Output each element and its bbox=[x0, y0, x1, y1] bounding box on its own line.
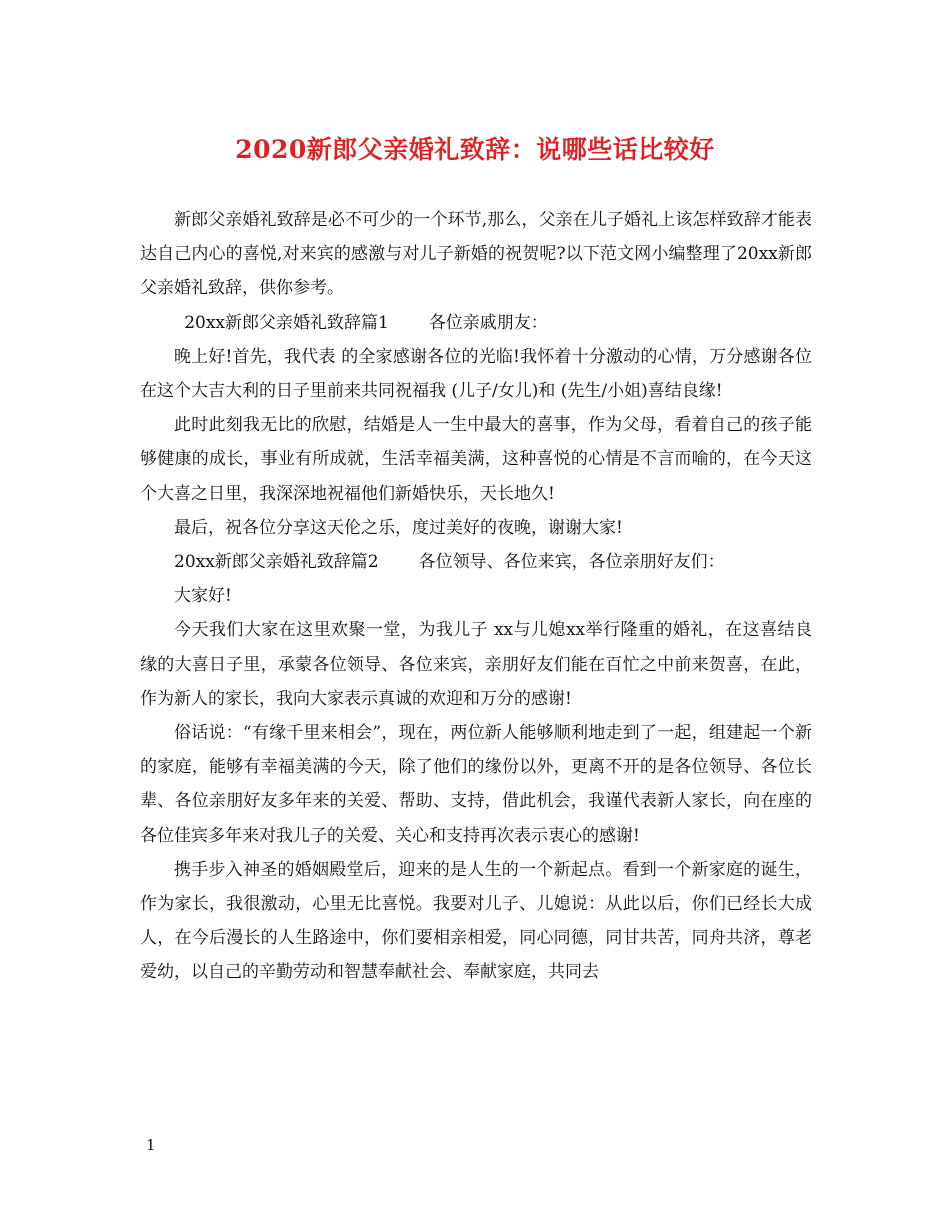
paragraph-section-2-heading bbox=[140, 545, 812, 579]
section-2-greeting: 各位领导、各位来宾，各位亲朋好友们： bbox=[418, 552, 725, 573]
section-1-title: 20xx新郎父亲婚礼致辞篇1 bbox=[184, 312, 389, 333]
section-1-greeting: 各位亲戚朋友： bbox=[428, 312, 548, 333]
paragraph-section-1-heading bbox=[140, 306, 812, 340]
paragraph-new-start: 携手步入神圣的婚姻殿堂后，迎来的是人生的一个新起点。看到一个新家庭的诞生，作为家长，我很激动，心里无比喜悦。我要对儿子、儿媳说：从此以后，你们已经长大成人，在今后漫长的人生路途中，你们要相亲相爱，同心同德，同甘共苦，同舟共济，尊老爱幼，以自己的辛勤劳动和智慧奉献社会、奉献家庭，共同去 bbox=[140, 859, 812, 983]
section-2-title: 20xx新郎父亲婚礼致辞篇2 bbox=[174, 552, 379, 573]
paragraph-welcome: 晚上好!首先，我代表 的全家感谢各位的光临!我怀着十分激动的心情，万分感谢各位在这个大吉大利的日子里前来共同祝福我 (儿子/女儿)和 (先生/小姐)喜结良缘! bbox=[140, 346, 812, 402]
paragraph-saying: 俗话说：“有缘千里来相会”，现在，两位新人能够顺利地走到了一起，组建起一个新的家庭，能够有幸福美满的今天，除了他们的缘份以外，更离不开的是各位领导、各位长辈、各位亲朋好友多年来的关爱、帮助、支持，借此机会，我谨代表新人家长，向在座的各位佳宾多年来对我儿子的关爱、关心和支持再次表示衷心的感谢! bbox=[140, 723, 812, 846]
paragraph-hello: 大家好! bbox=[174, 586, 232, 607]
document-body bbox=[140, 203, 812, 990]
paragraph-gratitude: 此时此刻我无比的欣慰，结婚是人一生中最大的喜事，作为父母，看着自己的孩子能够健康的成长，事业有所成就，生活幸福美满，这种喜悦的心情是不言而喻的，在今天这个大喜之日里，我深深地祝福他们新婚快乐，天长地久! bbox=[140, 415, 812, 504]
paragraph-intro: 新郎父亲婚礼致辞是必不可少的一个环节,那么，父亲在儿子婚礼上该怎样致辞才能表达自己内心的喜悦,对来宾的感激与对儿子新婚的祝贺呢?以下范文网小编整理了20xx新郎父亲婚礼致辞，供你参考。 bbox=[140, 210, 812, 299]
page-number: 1 bbox=[146, 1136, 156, 1154]
paragraph-closing-1: 最后，祝各位分享这天伦之乐，度过美好的夜晚，谢谢大家! bbox=[174, 517, 623, 538]
paragraph-gathering: 今天我们大家在这里欢聚一堂，为我儿子 xx与儿媳xx举行隆重的婚礼，在这喜结良缘的大喜日子里，承蒙各位领导、各位来宾，亲朋好友们能在百忙之中前来贺喜，在此，作为新人的家长，我向大家表示真诚的欢迎和万分的感谢! bbox=[140, 620, 812, 709]
document-title: 2020新郎父亲婚礼致辞：说哪些话比较好 bbox=[235, 135, 715, 164]
